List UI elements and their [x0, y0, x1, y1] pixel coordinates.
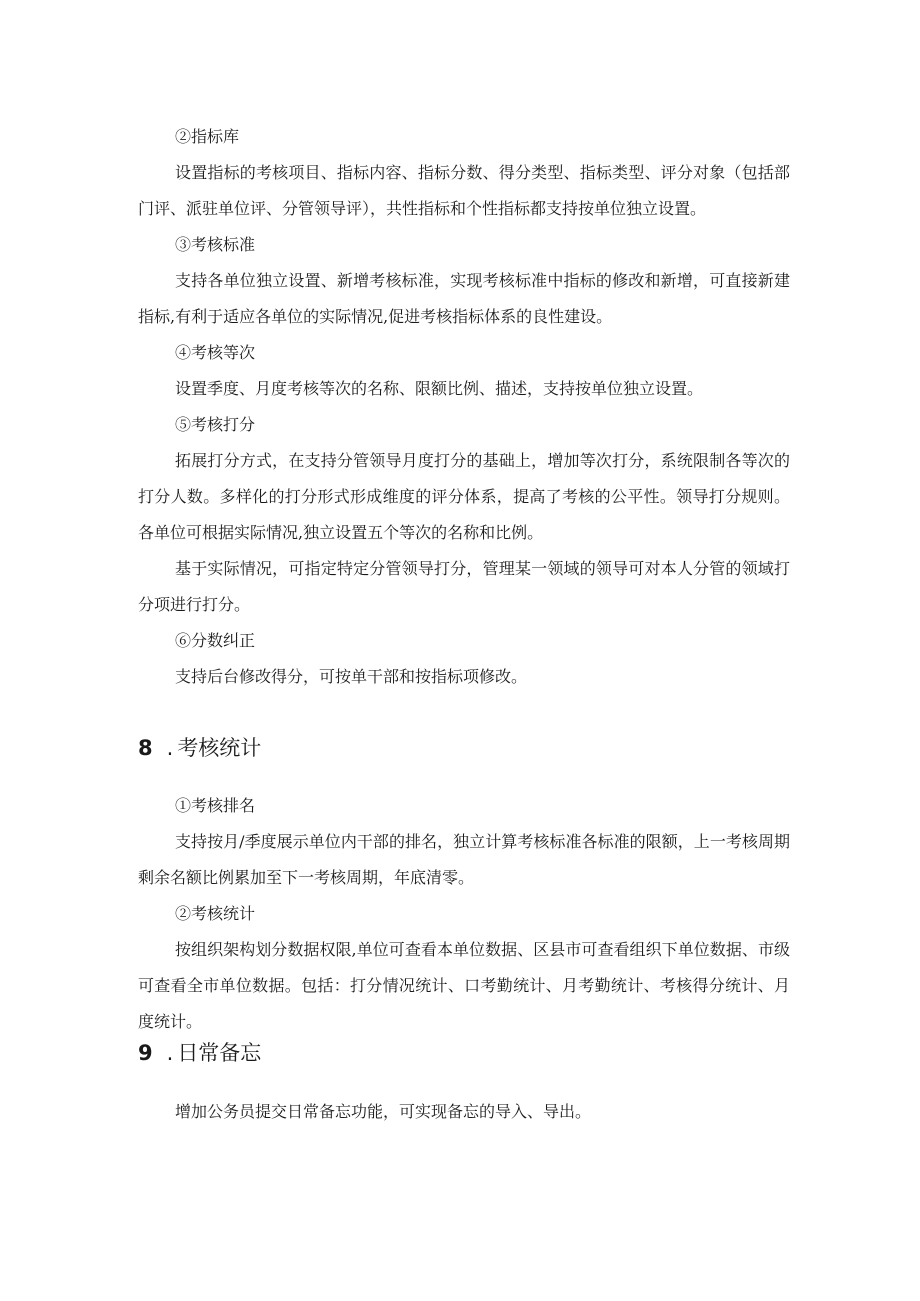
paragraph-indicator-library: 设置指标的考核项目、指标内容、指标分数、得分类型、指标类型、评分对象（包括部门评、派驻单位评、分管领导评），共性指标和个性指标都支持按单位独立设置。	[138, 163, 790, 218]
section-heading-8: 8 . 考核统计	[138, 733, 261, 763]
section-title: 日常备忘	[177, 1041, 262, 1065]
section-number: 8	[138, 736, 153, 760]
subsection-score-correction: ⑥分数纠正	[175, 631, 256, 650]
subsection-assessment-standard: ③考核标准	[175, 235, 256, 254]
subsection-assessment-statistics: ②考核统计	[175, 904, 256, 923]
paragraph-assessment-grade: 设置季度、月度考核等次的名称、限额比例、描述，支持按单位独立设置。	[175, 379, 704, 398]
paragraph-score-correction: 支持后台修改得分，可按单干部和按指标项修改。	[175, 667, 528, 686]
paragraph-assessment-statistics: 按组织架构划分数据权限,单位可查看本单位数据、区县市可查看组织下单位数据、市级可查看全市单位数据。包括：打分情况统计、口考勤统计、月考勤统计、考核得分统计、月度统计。	[138, 940, 790, 1031]
paragraph-assessment-standard: 支持各单位独立设置、新增考核标准，实现考核标准中指标的修改和新增，可直接新建指标,有利于适应各单位的实际情况,促进考核指标体系的良性建设。	[138, 271, 790, 326]
paragraph-assessment-ranking: 支持按月/季度展示单位内干部的排名，独立计算考核标准各标准的限额，上一考核周期剩余名额比例累加至下一考核周期，年底清零。	[138, 832, 790, 887]
subsection-assessment-ranking: ①考核排名	[175, 796, 256, 815]
section-title: 考核统计	[177, 736, 262, 760]
section-heading-9: 9 . 日常备忘	[138, 1038, 261, 1068]
paragraph-assessment-scoring-2: 基于实际情况，可指定特定分管领导打分，管理某一领域的领导可对本人分管的领域打分项进行打分。	[138, 559, 790, 614]
subsection-indicator-library: ②指标库	[175, 127, 240, 146]
subsection-assessment-scoring: ⑤考核打分	[175, 415, 256, 434]
paragraph-assessment-scoring-1: 拓展打分方式，在支持分管领导月度打分的基础上，增加等次打分，系统限制各等次的打分人数。多样化的打分形式形成维度的评分体系，提高了考核的公平性。领导打分规则。各单位可根据实际情况,独立设置五个等次的名称和比例。	[138, 451, 790, 542]
subsection-assessment-grade: ④考核等次	[175, 343, 256, 362]
section-number: 9	[138, 1041, 153, 1065]
paragraph-daily-memo: 增加公务员提交日常备忘功能，可实现备忘的导入、导出。	[175, 1102, 592, 1121]
